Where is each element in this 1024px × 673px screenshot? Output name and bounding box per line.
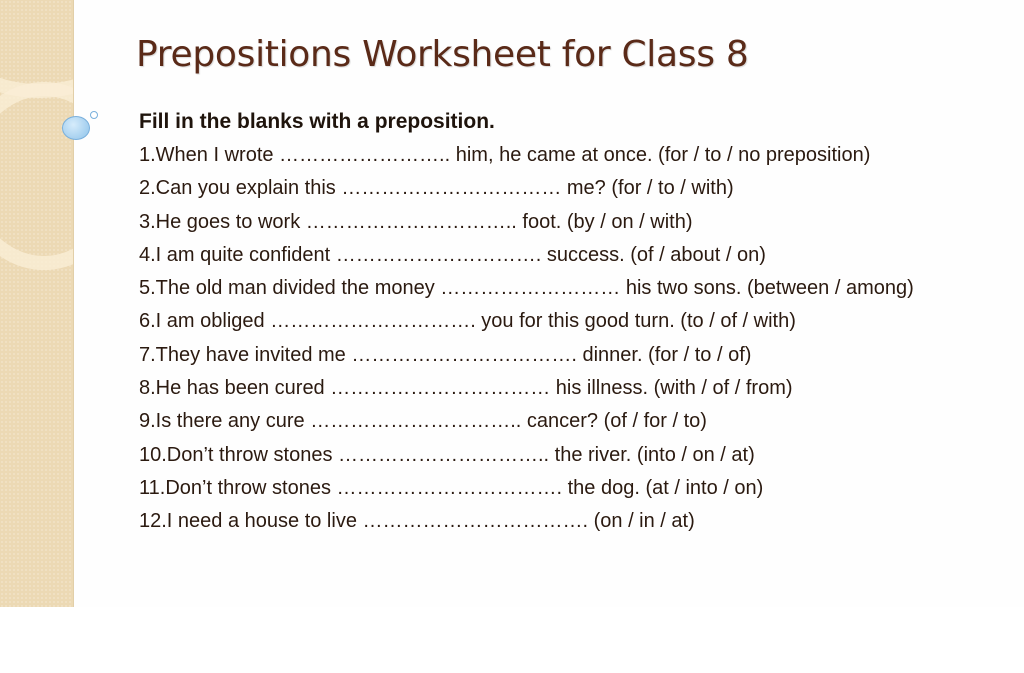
question-list — [139, 143, 1009, 543]
bubble-icon — [62, 116, 90, 140]
question-item: 7.They have invited me ……………………………. dinner. (for / to / of) — [139, 343, 752, 366]
question-item: 6.I am obliged …………………………. you for this good turn. (to / of / with) — [139, 310, 796, 333]
question-item: 9.Is there any cure ………………………….. cancer? (of / for / to) — [139, 410, 707, 433]
question-item: 8.He has been cured …………………………… his illness. (with / of / from) — [139, 377, 793, 400]
instruction: Fill in the blanks with a preposition. — [139, 110, 495, 133]
question-item: 4.I am quite confident …………………………. success. (of / about / on) — [139, 243, 766, 266]
question-item: 3.He goes to work ………………………….. foot. (by / on / with) — [139, 210, 693, 233]
decorative-side-band — [0, 0, 74, 607]
question-item: 2.Can you explain this …………………………… me? (for / to / with) — [139, 177, 734, 200]
question-item: 10.Don’t throw stones ………………………….. the river. (into / on / at) — [139, 443, 755, 466]
decorative-arc — [0, 82, 74, 270]
small-bubble-icon — [90, 111, 98, 119]
question-item: 1.When I wrote …………………….. him, he came at once. (for / to / no preposition) — [139, 144, 871, 166]
question-item: 5.The old man divided the money ……………………… his two sons. (between / among) — [139, 277, 914, 300]
slide-title: Prepositions Worksheet for Class 8 — [136, 34, 749, 75]
question-item: 12.I need a house to live ……………………………. (on / in / at) — [139, 510, 695, 533]
question-item: 11.Don’t throw stones ……………………………. the dog. (at / into / on) — [139, 476, 764, 499]
